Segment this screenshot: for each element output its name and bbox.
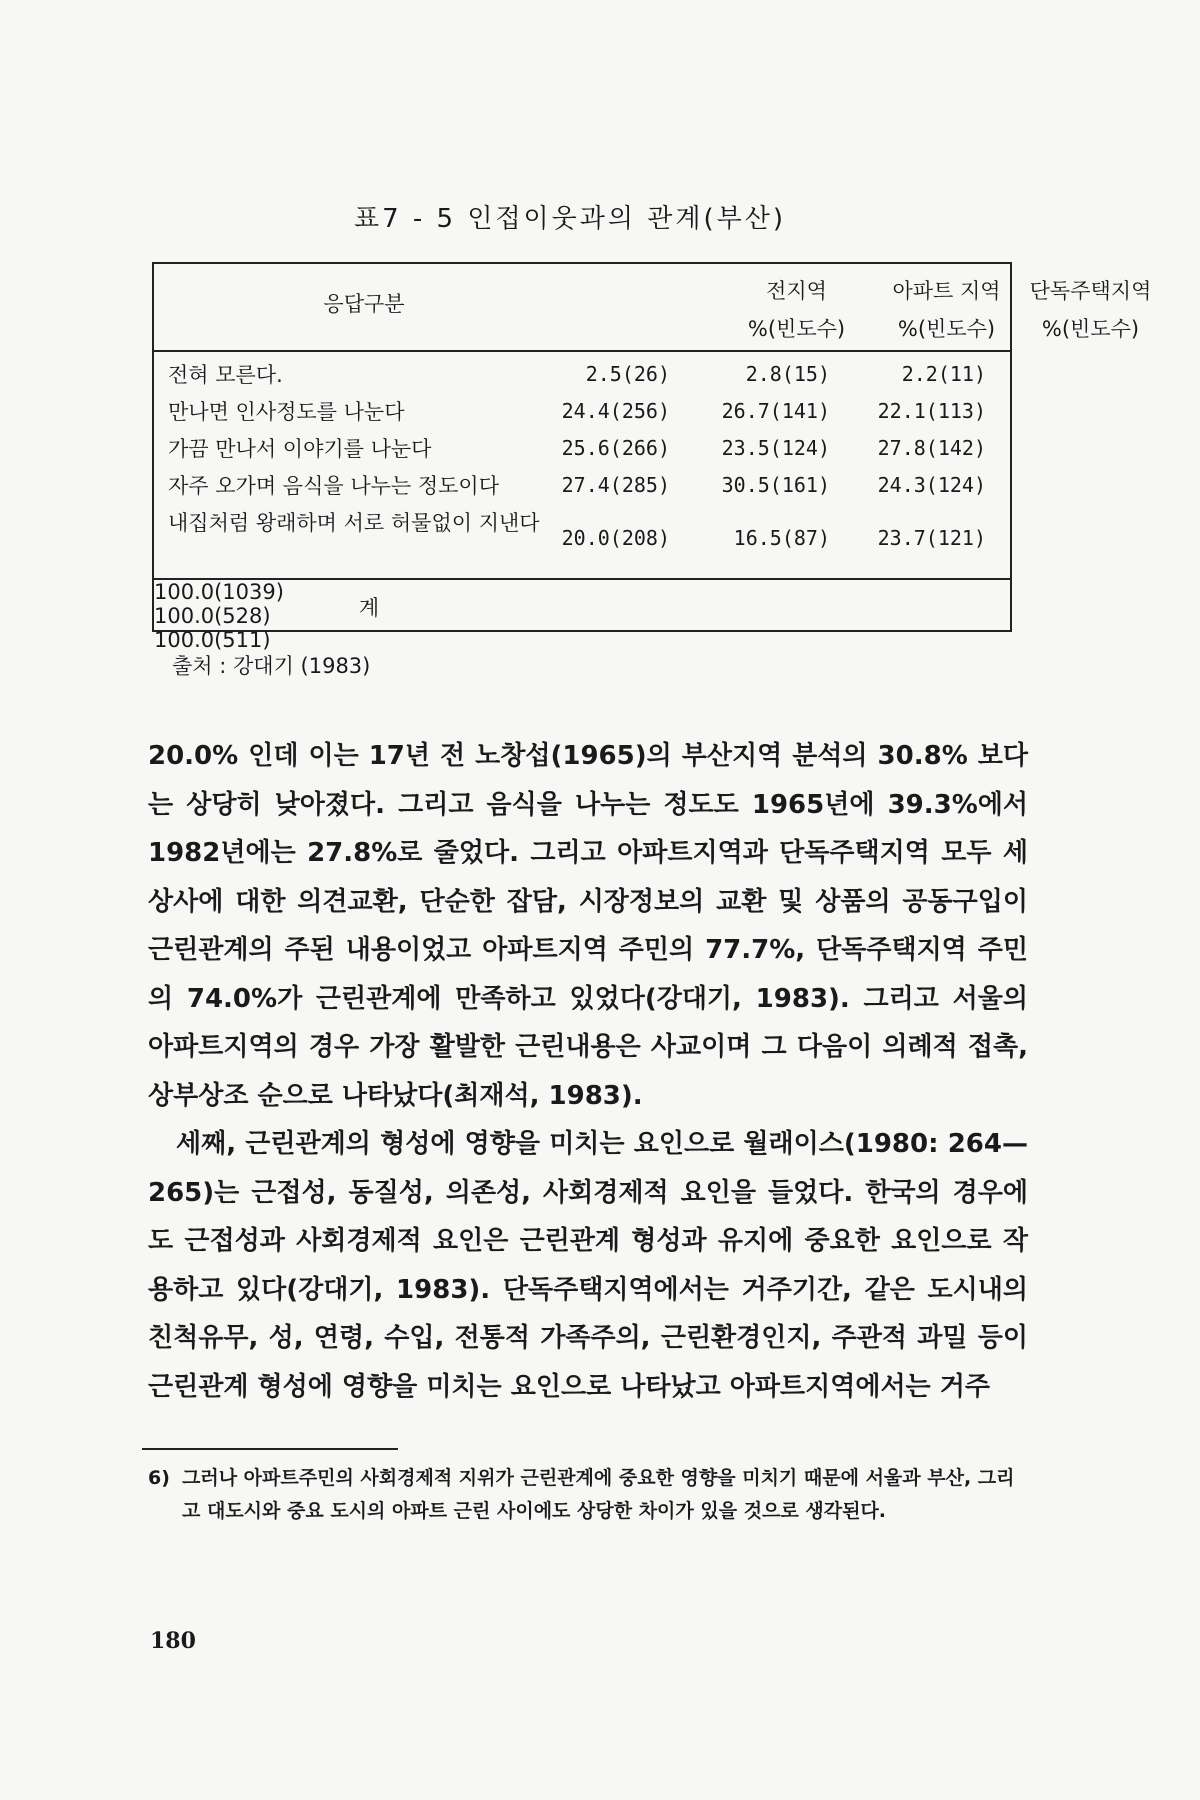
cell-apartment: 16.5(87) [733, 526, 830, 550]
header-col-all [724, 272, 869, 348]
total-label: 계 [358, 596, 380, 620]
paragraph: 20.0% 인데 이는 17년 전 노창섭(1965)의 부산지역 분석의 30.8% 보다는 상당히 낮아졌다. 그리고 음식을 나누는 정도도 1965년에 39.3%에서 1982년에는 27.8%로 줄었다. 그리고 아파트지역과 단독주택지역 모두 세상사에 대한 의견교환, 단순한 잡담, 시장정보의 교환 및 상품의 공동구입이 근린관계의 주된 내용이었고 아파트지역 주민의 77.7%, 단독주택지역 주민의 74.0%가 근린관계에 만족하고 있었다(강대기, 1983). 그리고 서울의 아파트지역의 경우 가장 활발한 근린내용은 사교이며 그 다음이 의례적 접촉, 상부상조 순으로 나타났다(최재석, 1983). [148, 741, 1028, 1111]
row-label: 가끔 만나서 이야기를 나눈다 [168, 437, 432, 461]
total-apartment: 100.0(528) [154, 604, 271, 628]
data-table [152, 262, 1152, 652]
table-title: 표7 - 5 인접이웃과의 관계(부산) [353, 204, 787, 234]
cell-all: 2.5(26) [585, 362, 670, 386]
header-col-sub: %(빈도수) [747, 317, 846, 341]
table-total-row [154, 578, 1010, 652]
page-number: 180 [150, 1628, 196, 1654]
row-label: 내집처럼 왕래하며 서로 허물없이 지낸다 [168, 511, 540, 535]
cell-apartment: 30.5(161) [721, 473, 830, 497]
paragraph: 세째, 근린관계의 형성에 영향을 미치는 요인으로 월래이스(1980: 264—265)는 근접성, 동질성, 의존성, 사회경제적 요인을 들었다. 한국의 경우에도 근접성과 사회경제적 요인은 근린관계 형성과 유지에 중요한 요인으로 작용하고 있다(강대기, 1983). 단독주택지역에서는 거주기간, 같은 도시내의 친척유무, 성, 연령, 수입, 전통적 가족주의, 근린환경인지, 주관적 과밀 등이 근린관계 형성에 영향을 미치는 요인으로 나타났고 아파트지역에서는 거주 [148, 1129, 1028, 1402]
header-col-name: 전지역 [766, 279, 827, 303]
row-label: 만나면 인사정도를 나눈다 [168, 400, 405, 424]
row-label: 전혀 모른다. [168, 363, 283, 387]
footnote-number: 6) [148, 1467, 170, 1489]
cell-all: 25.6(266) [561, 436, 670, 460]
cell-apartment: 2.8(15) [745, 362, 830, 386]
header-col-sub: %(빈도수) [897, 317, 996, 341]
header-col-name: 단독주택지역 [1029, 279, 1152, 303]
cell-all: 24.4(256) [561, 399, 670, 423]
header-col-sub: %(빈도수) [1041, 317, 1140, 341]
header-col-detached [1018, 272, 1163, 348]
total-detached: 100.0(511) [154, 628, 271, 652]
cell-detached: 23.7(121) [877, 526, 986, 550]
cell-apartment: 23.5(124) [721, 436, 830, 460]
cell-apartment: 26.7(141) [721, 399, 830, 423]
cell-detached: 27.8(142) [877, 436, 986, 460]
footnote [148, 1462, 1028, 1528]
cell-all: 20.0(208) [561, 526, 670, 550]
cell-detached: 24.3(124) [877, 473, 986, 497]
cell-detached: 22.1(113) [877, 399, 986, 423]
table-source: 출처 : 강대기 (1983) [172, 654, 371, 678]
cell-detached: 2.2(11) [901, 362, 986, 386]
total-all: 100.0(1039) [154, 580, 284, 604]
row-label: 자주 오가며 음식을 나누는 정도이다 [168, 474, 499, 498]
header-col-name: 아파트 지역 [892, 279, 1001, 303]
footnote-divider [142, 1448, 398, 1450]
cell-all: 27.4(285) [561, 473, 670, 497]
footnote-text: 그러나 아파트주민의 사회경제적 지위가 근린관계에 중요한 영향을 미치기 때문에 서울과 부산, 그리고 대도시와 중요 도시의 아파트 근린 사이에도 상당한 차이가 있을 것으로 생각된다. [182, 1467, 1015, 1522]
header-col-apartment [874, 272, 1019, 348]
table-header [154, 264, 1152, 352]
header-label: 응답구분 [323, 292, 405, 316]
body-text [148, 732, 1028, 1411]
